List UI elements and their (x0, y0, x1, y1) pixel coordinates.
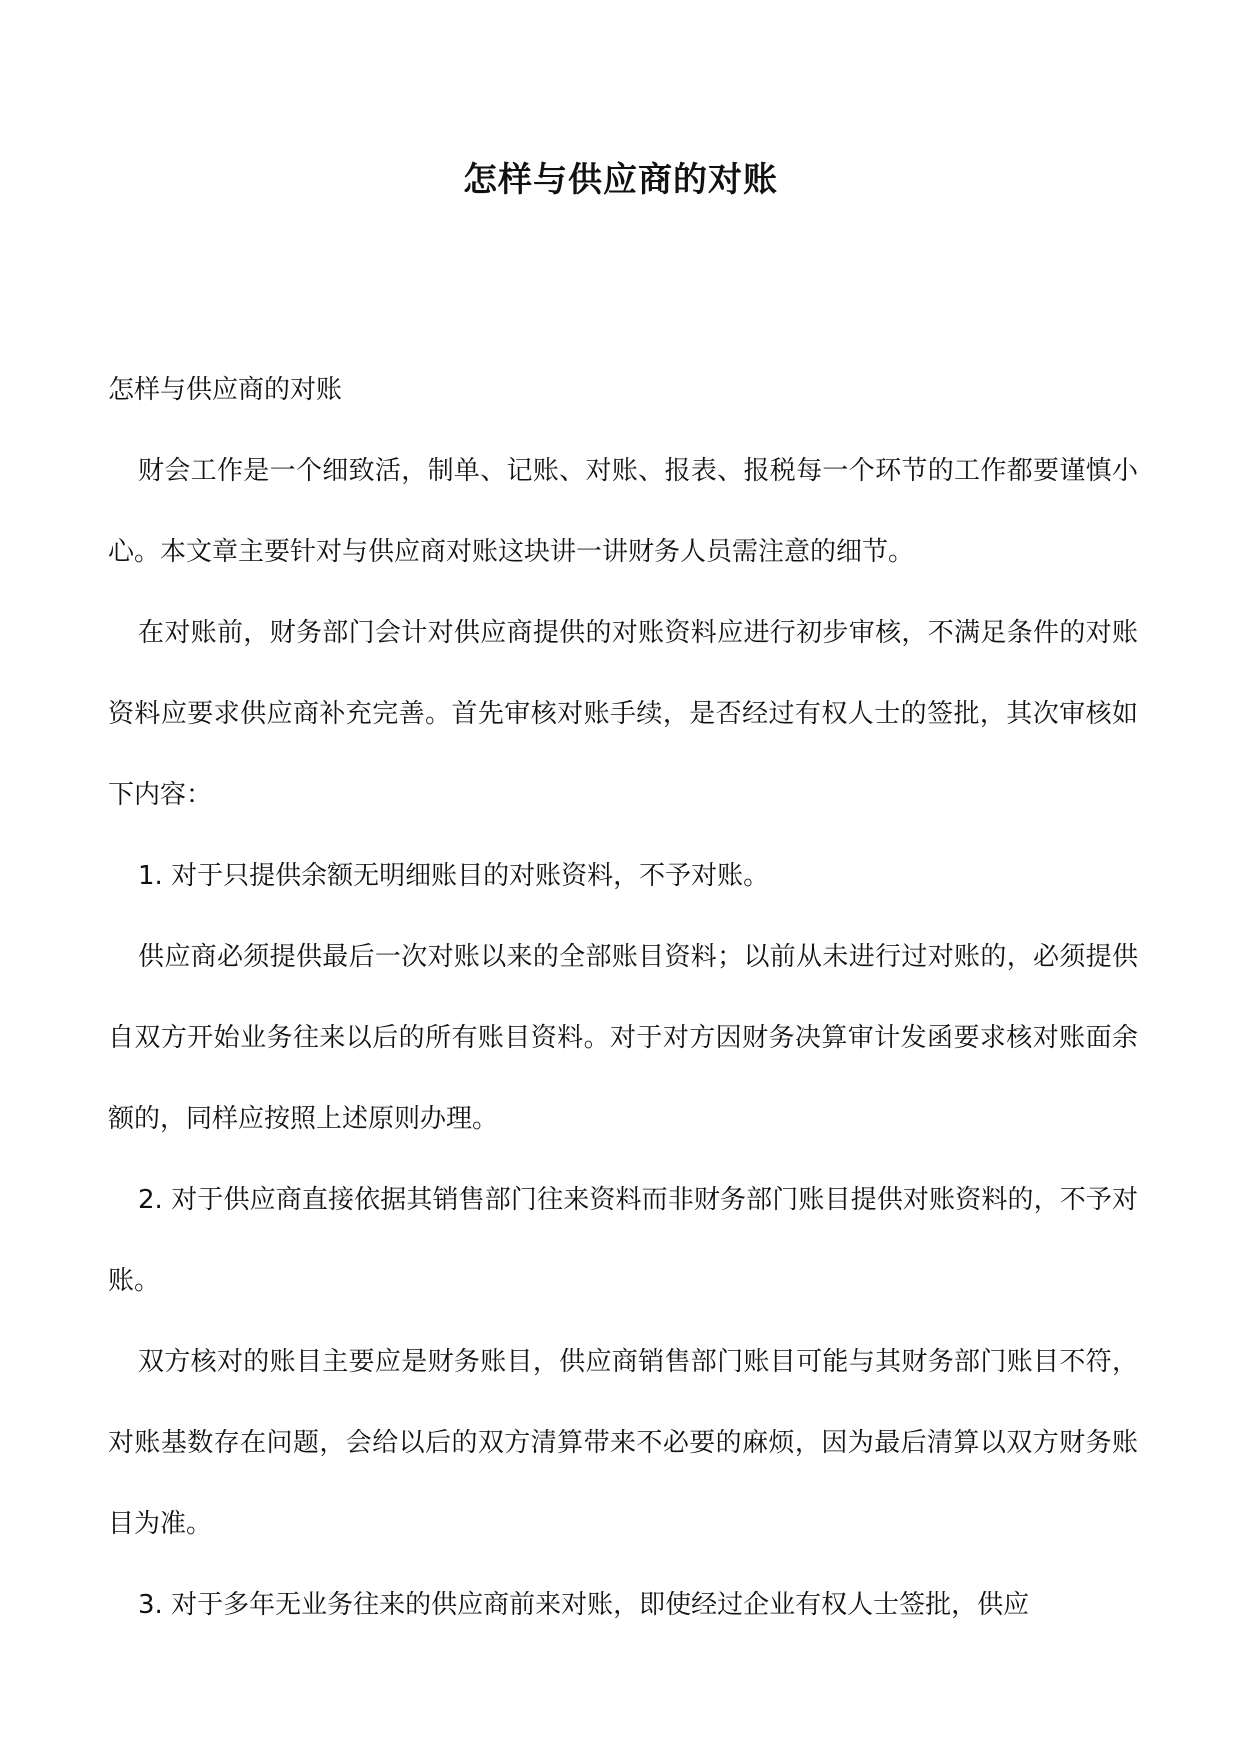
paragraph: 1. 对于只提供余额无明细账目的对账资料，不予对账。 (138, 861, 770, 891)
paragraph: 3. 对于多年无业务往来的供应商前来对账，即使经过企业有权人士签批，供应 (138, 1590, 1030, 1620)
paragraph: 2. 对于供应商直接依据其销售部门往来资料而非财务部门账目提供对账资料的，不予对账。 (108, 1185, 1138, 1296)
document-title: 怎样与供应商的对账 (463, 160, 778, 200)
paragraph: 双方核对的账目主要应是财务账目，供应商销售部门账目可能与其财务部门账目不符，对账基数存在问题，会给以后的双方清算带来不必要的麻烦，因为最后清算以双方财务账目为准。 (108, 1347, 1138, 1539)
document-body (108, 350, 1138, 1646)
paragraph: 供应商必须提供最后一次对账以来的全部账目资料；以前从未进行过对账的，必须提供自双方开始业务往来以后的所有账目资料。对于对方因财务决算审计发函要求核对账面余额的，同样应按照上述原则办理。 (108, 942, 1138, 1134)
paragraph-heading: 怎样与供应商的对账 (108, 375, 343, 405)
paragraph: 在对账前，财务部门会计对供应商提供的对账资料应进行初步审核，不满足条件的对账资料应要求供应商补充完善。首先审核对账手续，是否经过有权人士的签批，其次审核如下内容： (108, 618, 1138, 810)
paragraph: 财会工作是一个细致活，制单、记账、对账、报表、报税每一个环节的工作都要谨慎小心。本文章主要针对与供应商对账这块讲一讲财务人员需注意的细节。 (108, 456, 1138, 567)
